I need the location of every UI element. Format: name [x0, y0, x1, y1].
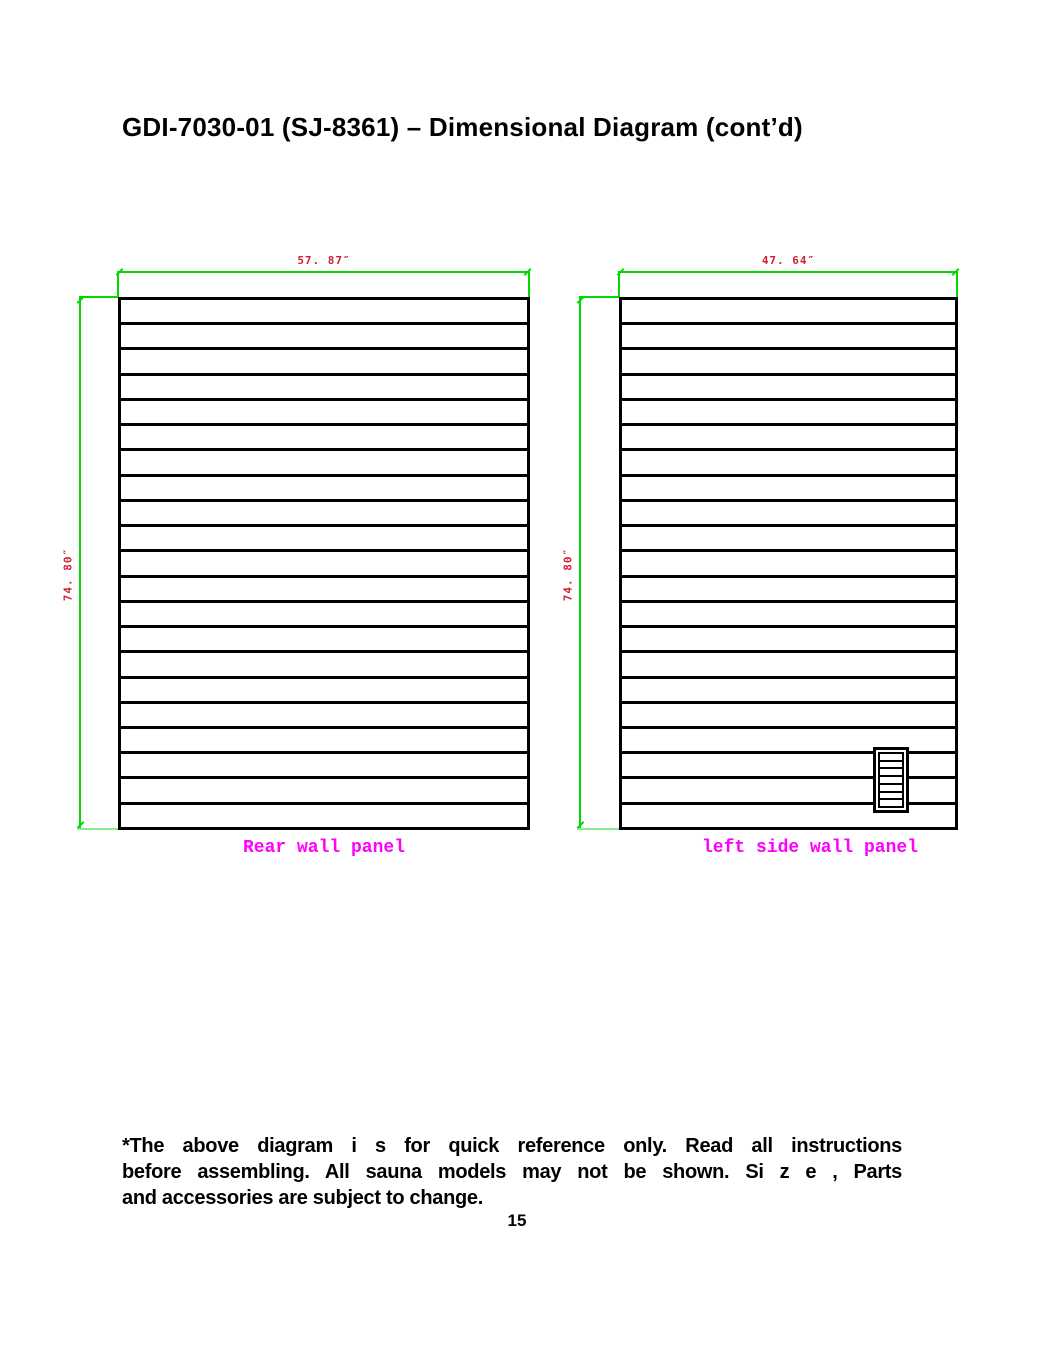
- panel-plank: [121, 704, 527, 729]
- panel-plank: [622, 451, 955, 476]
- vent-slat: [880, 800, 902, 806]
- extension-line: [117, 271, 119, 297]
- panel-plank: [622, 325, 955, 350]
- panel-plank: [622, 350, 955, 375]
- panel-plank: [121, 805, 527, 827]
- panel-plank: [121, 350, 527, 375]
- left-panel-label: left side wall panel: [701, 838, 919, 858]
- extension-line: [77, 828, 119, 830]
- extension-line: [577, 828, 619, 830]
- panel-plank: [622, 653, 955, 678]
- panel-plank: [121, 729, 527, 754]
- panel-plank: [121, 603, 527, 628]
- footnote: [122, 1133, 902, 1211]
- extension-line: [79, 296, 119, 298]
- panel-plank: [622, 704, 955, 729]
- rear-panel-width-dimension-label: 57. 87″: [297, 254, 351, 267]
- panel-plank: [121, 451, 527, 476]
- panel-plank: [622, 578, 955, 603]
- panel-plank: [622, 628, 955, 653]
- panel-plank: [622, 679, 955, 704]
- panel-plank: [622, 300, 955, 325]
- footnote-line: *The above diagram i s for quick reference only. Read all instructions: [122, 1135, 902, 1157]
- vent-slat: [880, 777, 902, 785]
- panel-plank: [121, 552, 527, 577]
- footnote-line: and accessories are subject to change.: [122, 1187, 483, 1209]
- extension-line: [528, 271, 530, 297]
- vent-slat: [880, 793, 902, 801]
- panel-plank: [121, 502, 527, 527]
- rear-wall-panel: [118, 297, 530, 830]
- panel-plank: [622, 426, 955, 451]
- panel-plank: [622, 552, 955, 577]
- panel-plank: [622, 527, 955, 552]
- panel-plank: [121, 477, 527, 502]
- panel-plank: [622, 502, 955, 527]
- left-panel-width-dimension-line: [619, 271, 958, 273]
- panel-plank: [121, 754, 527, 779]
- left-panel-height-dimension-line: [579, 297, 581, 830]
- vent-slat: [880, 785, 902, 793]
- panel-plank: [121, 426, 527, 451]
- panel-plank: [121, 401, 527, 426]
- vent-frame: [878, 752, 904, 808]
- panel-plank: [121, 578, 527, 603]
- vent: [873, 747, 909, 813]
- panel-plank: [121, 628, 527, 653]
- panel-plank: [121, 653, 527, 678]
- panel-plank: [622, 603, 955, 628]
- panel-plank: [121, 300, 527, 325]
- rear-panel-label: Rear wall panel: [242, 838, 406, 858]
- vent-slat: [880, 754, 902, 762]
- rear-panel-height-dimension-label: 74. 80″: [61, 547, 75, 602]
- panel-plank: [622, 477, 955, 502]
- rear-panel-height-dimension-line: [79, 297, 81, 830]
- footnote-line: before assembling. All sauna models may not be shown. Si z e , Parts: [122, 1161, 902, 1183]
- panel-plank: [121, 679, 527, 704]
- panel-plank: [622, 401, 955, 426]
- extension-line: [618, 271, 620, 297]
- page-number: 15: [507, 1211, 527, 1230]
- panel-plank: [622, 376, 955, 401]
- extension-line: [579, 296, 619, 298]
- extension-line: [956, 271, 958, 297]
- page-title: GDI-7030-01 (SJ-8361) – Dimensional Diagram (cont’d): [122, 112, 803, 142]
- vent-slat: [880, 762, 902, 770]
- left-panel-height-dimension-label: 74. 80″: [561, 547, 575, 602]
- panel-plank: [121, 779, 527, 804]
- panel-plank: [121, 376, 527, 401]
- panel-plank: [121, 325, 527, 350]
- vent-slat: [880, 769, 902, 777]
- left-panel-width-dimension-label: 47. 64″: [761, 254, 816, 267]
- rear-panel-width-dimension-line: [118, 271, 530, 273]
- panel-plank: [121, 527, 527, 552]
